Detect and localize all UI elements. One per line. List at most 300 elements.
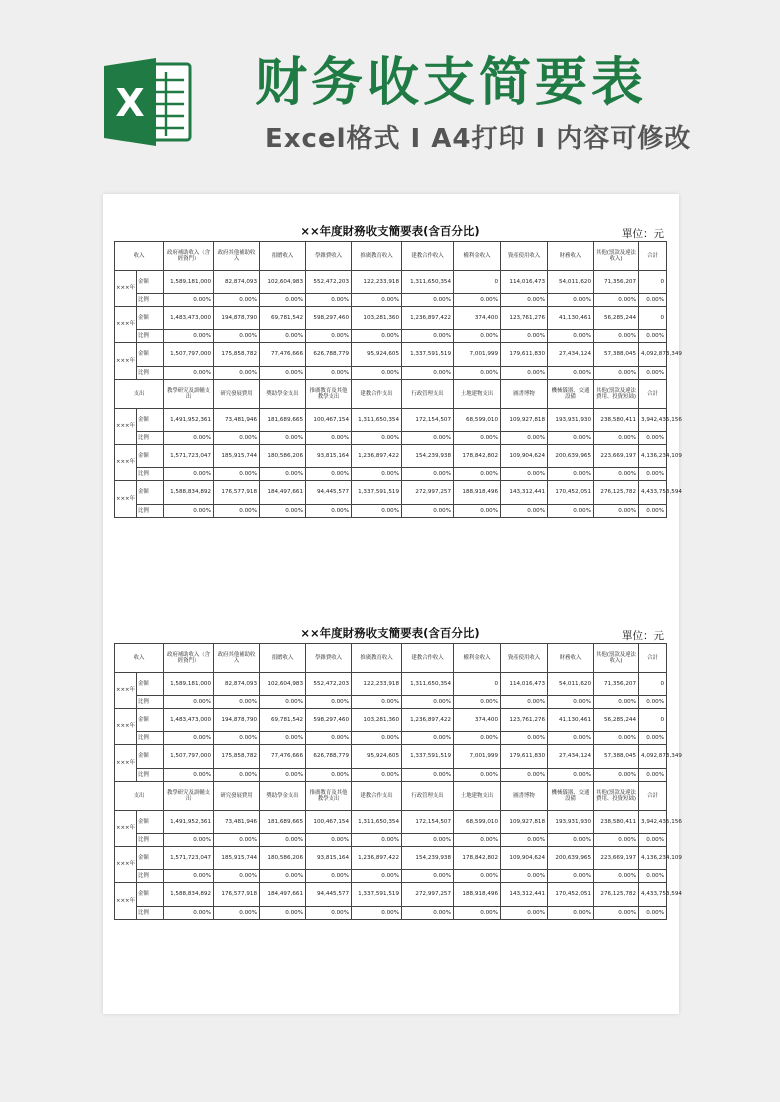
ratio-row (115, 468, 667, 481)
amount-cell: 114,016,473 (501, 673, 548, 696)
year-label: ×××年 (115, 343, 137, 380)
amount-cell: 143,312,441 (501, 883, 548, 907)
ratio-cell: 0.00% (214, 432, 260, 445)
amount-cell: 180,586,206 (260, 847, 306, 870)
amount-cell: 1,236,897,422 (402, 307, 454, 330)
ratio-cell: 0.00% (164, 468, 214, 481)
amount-cell: 82,874,093 (214, 271, 260, 294)
amount-cell: 552,472,203 (306, 673, 352, 696)
ratio-cell: 0.00% (594, 367, 639, 380)
ratio-cell: 0.00% (402, 834, 454, 847)
income-label: 收入 (115, 644, 164, 673)
ratio-cell: 0.00% (260, 367, 306, 380)
ratio-cell: 0.00% (306, 834, 352, 847)
ratio-cell: 0.00% (214, 870, 260, 883)
ratio-cell: 0.00% (306, 367, 352, 380)
column-header: 合計 (639, 242, 667, 271)
ratio-cell: 0.00% (402, 505, 454, 518)
amount-cell: 1,483,473,000 (164, 709, 214, 732)
amount-cell: 1,311,650,354 (402, 271, 454, 294)
amount-row (115, 745, 667, 769)
unit-label: 單位：元 (622, 630, 664, 642)
ratio-cell: 0.00% (352, 769, 402, 782)
ratio-cell: 0.00% (548, 732, 594, 745)
amount-cell: 123,761,276 (501, 709, 548, 732)
amount-cell: 1,571,723,047 (164, 445, 214, 468)
ratio-cell: 0.00% (548, 834, 594, 847)
amount-row-label: 金額 (137, 883, 164, 907)
ratio-cell: 0.00% (260, 870, 306, 883)
amount-cell: 93,815,164 (306, 445, 352, 468)
finance-table (114, 241, 682, 518)
amount-cell: 4,092,873,349 (639, 343, 667, 367)
amount-cell: 7,001,999 (454, 343, 501, 367)
ratio-cell: 0.00% (501, 367, 548, 380)
amount-cell: 172,154,507 (402, 409, 454, 432)
ratio-cell: 0.00% (454, 696, 501, 709)
column-header: 行政管理支出 (402, 380, 454, 409)
amount-cell: 0 (639, 673, 667, 696)
ratio-cell: 0.00% (306, 294, 352, 307)
ratio-cell: 0.00% (501, 907, 548, 920)
ratio-cell: 0.00% (454, 834, 501, 847)
ratio-cell: 0.00% (352, 696, 402, 709)
ratio-row (115, 294, 667, 307)
ratio-cell: 0.00% (548, 769, 594, 782)
year-label: ×××年 (115, 709, 137, 745)
amount-cell: 1,588,834,892 (164, 883, 214, 907)
amount-cell: 4,136,234,109 (639, 847, 667, 870)
amount-cell: 598,297,460 (306, 709, 352, 732)
column-header: 資產使用收入 (501, 242, 548, 271)
ratio-cell: 0.00% (454, 870, 501, 883)
column-header: 推廣教育及其他教學支出 (306, 380, 352, 409)
amount-row (115, 307, 667, 330)
ratio-cell: 0.00% (501, 505, 548, 518)
sheet-title: ××年度財務收支簡要表(含百分比) (300, 626, 480, 640)
amount-cell: 223,669,197 (594, 445, 639, 468)
amount-cell: 223,669,197 (594, 847, 639, 870)
ratio-cell: 0.00% (501, 294, 548, 307)
ratio-row-label: 比例 (137, 367, 164, 380)
column-header: 機械儀器、交通設備 (548, 380, 594, 409)
column-header: 合計 (639, 380, 667, 409)
amount-cell: 73,481,946 (214, 811, 260, 834)
amount-cell: 1,236,897,422 (352, 445, 402, 468)
ratio-cell: 0.00% (639, 834, 667, 847)
ratio-cell: 0.00% (454, 907, 501, 920)
amount-row-label: 金額 (137, 745, 164, 769)
column-header: 獎助學金支出 (260, 380, 306, 409)
excel-logo-icon (102, 56, 194, 148)
amount-cell: 82,874,093 (214, 673, 260, 696)
ratio-cell: 0.00% (402, 330, 454, 343)
ratio-cell: 0.00% (639, 732, 667, 745)
amount-cell: 27,434,124 (548, 745, 594, 769)
ratio-cell: 0.00% (639, 330, 667, 343)
amount-row-label: 金額 (137, 847, 164, 870)
amount-cell: 175,858,782 (214, 343, 260, 367)
column-header: 財務收入 (548, 644, 594, 673)
amount-cell: 1,571,723,047 (164, 847, 214, 870)
amount-cell: 4,433,753,594 (639, 883, 667, 907)
ratio-cell: 0.00% (306, 696, 352, 709)
amount-cell: 56,285,244 (594, 709, 639, 732)
ratio-cell: 0.00% (454, 505, 501, 518)
amount-cell: 109,904,624 (501, 847, 548, 870)
column-header: 推廣教育及其他教學支出 (306, 782, 352, 811)
ratio-row-label: 比例 (137, 870, 164, 883)
ratio-cell: 0.00% (454, 432, 501, 445)
ratio-row-label: 比例 (137, 330, 164, 343)
amount-cell: 178,842,802 (454, 445, 501, 468)
ratio-cell: 0.00% (306, 432, 352, 445)
column-header: 推廣教育收入 (352, 644, 402, 673)
ratio-cell: 0.00% (639, 468, 667, 481)
ratio-cell: 0.00% (639, 907, 667, 920)
ratio-cell: 0.00% (454, 294, 501, 307)
column-header: 研究發展費用 (214, 782, 260, 811)
column-header: 捐贈收入 (260, 644, 306, 673)
column-header: 土地建物支出 (454, 782, 501, 811)
ratio-row (115, 330, 667, 343)
amount-row (115, 673, 667, 696)
ratio-cell: 0.00% (639, 870, 667, 883)
ratio-cell: 0.00% (501, 732, 548, 745)
ratio-cell: 0.00% (501, 696, 548, 709)
ratio-cell: 0.00% (306, 732, 352, 745)
ratio-cell: 0.00% (164, 907, 214, 920)
ratio-cell: 0.00% (501, 769, 548, 782)
ratio-cell: 0.00% (402, 432, 454, 445)
amount-row (115, 481, 667, 505)
amount-cell: 181,689,665 (260, 409, 306, 432)
year-label: ×××年 (115, 409, 137, 445)
ratio-cell: 0.00% (260, 468, 306, 481)
amount-cell: 0 (639, 271, 667, 294)
amount-cell: 276,125,782 (594, 481, 639, 505)
amount-cell: 3,942,435,156 (639, 811, 667, 834)
ratio-row (115, 732, 667, 745)
column-header: 推廣教育收入 (352, 242, 402, 271)
amount-cell: 193,931,930 (548, 811, 594, 834)
amount-cell: 626,788,779 (306, 745, 352, 769)
amount-cell: 1,337,591,519 (352, 481, 402, 505)
amount-cell: 143,312,441 (501, 481, 548, 505)
expense-header-row (115, 380, 667, 409)
column-header: 資產使用收入 (501, 644, 548, 673)
ratio-cell: 0.00% (594, 468, 639, 481)
amount-cell: 7,001,999 (454, 745, 501, 769)
column-header: 權利金收入 (454, 242, 501, 271)
ratio-cell: 0.00% (214, 834, 260, 847)
amount-cell: 1,311,650,354 (352, 811, 402, 834)
amount-cell: 374,400 (454, 307, 501, 330)
amount-cell: 1,507,797,000 (164, 343, 214, 367)
ratio-cell: 0.00% (639, 696, 667, 709)
amount-cell: 185,915,744 (214, 445, 260, 468)
amount-cell: 73,481,946 (214, 409, 260, 432)
amount-cell: 276,125,782 (594, 883, 639, 907)
amount-cell: 114,016,473 (501, 271, 548, 294)
amount-cell: 1,589,181,000 (164, 271, 214, 294)
amount-row-label: 金額 (137, 673, 164, 696)
ratio-cell: 0.00% (454, 769, 501, 782)
column-header: 教學研究及訓輔支出 (164, 782, 214, 811)
ratio-cell: 0.00% (594, 696, 639, 709)
column-header: 圖書博物 (501, 782, 548, 811)
ratio-cell: 0.00% (164, 870, 214, 883)
amount-cell: 0 (639, 307, 667, 330)
amount-cell: 27,434,124 (548, 343, 594, 367)
ratio-cell: 0.00% (164, 769, 214, 782)
ratio-cell: 0.00% (594, 732, 639, 745)
ratio-cell: 0.00% (594, 834, 639, 847)
column-header: 合計 (639, 644, 667, 673)
ratio-cell: 0.00% (214, 696, 260, 709)
amount-cell: 194,878,790 (214, 307, 260, 330)
amount-row-label: 金額 (137, 343, 164, 367)
ratio-cell: 0.00% (548, 870, 594, 883)
ratio-cell: 0.00% (548, 432, 594, 445)
amount-row (115, 847, 667, 870)
ratio-row-label: 比例 (137, 769, 164, 782)
amount-cell: 178,842,802 (454, 847, 501, 870)
column-header: 政府補助收入（含經資門） (164, 644, 214, 673)
year-label: ×××年 (115, 445, 137, 481)
amount-row-label: 金額 (137, 811, 164, 834)
column-header: 研究發展費用 (214, 380, 260, 409)
amount-cell: 1,589,181,000 (164, 673, 214, 696)
ratio-cell: 0.00% (639, 432, 667, 445)
amount-cell: 54,011,620 (548, 271, 594, 294)
ratio-cell: 0.00% (501, 330, 548, 343)
amount-cell: 68,599,010 (454, 811, 501, 834)
ratio-cell: 0.00% (214, 907, 260, 920)
ratio-cell: 0.00% (306, 870, 352, 883)
column-header: 學雜費收入 (306, 644, 352, 673)
column-header: 行政管理支出 (402, 782, 454, 811)
amount-cell: 1,491,952,361 (164, 409, 214, 432)
column-header: 圖書博物 (501, 380, 548, 409)
ratio-cell: 0.00% (402, 769, 454, 782)
amount-row-label: 金額 (137, 307, 164, 330)
ratio-cell: 0.00% (164, 696, 214, 709)
document-page (103, 194, 682, 1014)
sheet-title: ××年度財務收支簡要表(含百分比) (300, 224, 480, 238)
ratio-cell: 0.00% (260, 769, 306, 782)
amount-cell: 154,239,938 (402, 847, 454, 870)
amount-cell: 1,491,952,361 (164, 811, 214, 834)
amount-cell: 41,130,461 (548, 307, 594, 330)
amount-row-label: 金額 (137, 709, 164, 732)
amount-row (115, 709, 667, 732)
column-header: 其他(罰款及違法收入) (594, 644, 639, 673)
amount-cell: 176,577,918 (214, 883, 260, 907)
amount-row (115, 811, 667, 834)
amount-cell: 154,239,938 (402, 445, 454, 468)
ratio-cell: 0.00% (501, 432, 548, 445)
amount-cell: 552,472,203 (306, 271, 352, 294)
year-label: ×××年 (115, 307, 137, 343)
amount-row (115, 343, 667, 367)
ratio-cell: 0.00% (352, 505, 402, 518)
amount-cell: 69,781,542 (260, 307, 306, 330)
ratio-row-label: 比例 (137, 468, 164, 481)
column-header: 政府其他補助收入 (214, 242, 260, 271)
ratio-row-label: 比例 (137, 732, 164, 745)
ratio-row (115, 367, 667, 380)
ratio-cell: 0.00% (164, 432, 214, 445)
ratio-cell: 0.00% (548, 907, 594, 920)
ratio-cell: 0.00% (548, 468, 594, 481)
unit-label: 單位：元 (622, 228, 664, 240)
amount-cell: 1,337,591,519 (402, 343, 454, 367)
ratio-cell: 0.00% (594, 769, 639, 782)
column-header: 建教合作收入 (402, 242, 454, 271)
ratio-cell: 0.00% (214, 769, 260, 782)
subtitle: Excel格式 I A4打印 I 内容可修改 (265, 124, 692, 154)
ratio-cell: 0.00% (260, 732, 306, 745)
income-header-row (115, 242, 667, 271)
amount-cell: 172,154,507 (402, 811, 454, 834)
ratio-cell: 0.00% (306, 468, 352, 481)
amount-cell: 94,445,577 (306, 883, 352, 907)
ratio-cell: 0.00% (306, 907, 352, 920)
column-header: 政府其他補助收入 (214, 644, 260, 673)
amount-cell: 1,337,591,519 (402, 745, 454, 769)
column-header: 學雜費收入 (306, 242, 352, 271)
ratio-cell: 0.00% (306, 330, 352, 343)
ratio-cell: 0.00% (306, 769, 352, 782)
amount-cell: 4,433,753,594 (639, 481, 667, 505)
amount-row (115, 409, 667, 432)
amount-cell: 1,311,650,354 (352, 409, 402, 432)
amount-cell: 175,858,782 (214, 745, 260, 769)
column-header: 獎助學金支出 (260, 782, 306, 811)
ratio-cell: 0.00% (548, 505, 594, 518)
amount-row-label: 金額 (137, 445, 164, 468)
year-label: ×××年 (115, 847, 137, 883)
amount-cell: 109,904,624 (501, 445, 548, 468)
ratio-cell: 0.00% (164, 367, 214, 380)
ratio-row-label: 比例 (137, 834, 164, 847)
amount-cell: 1,236,897,422 (402, 709, 454, 732)
amount-cell: 238,580,411 (594, 811, 639, 834)
amount-cell: 179,611,830 (501, 343, 548, 367)
column-header: 權利金收入 (454, 644, 501, 673)
ratio-cell: 0.00% (214, 367, 260, 380)
ratio-cell: 0.00% (164, 834, 214, 847)
ratio-cell: 0.00% (260, 505, 306, 518)
amount-cell: 180,586,206 (260, 445, 306, 468)
amount-cell: 193,931,930 (548, 409, 594, 432)
amount-cell: 68,599,010 (454, 409, 501, 432)
amount-cell: 1,311,650,354 (402, 673, 454, 696)
column-header: 捐贈收入 (260, 242, 306, 271)
ratio-cell: 0.00% (402, 468, 454, 481)
ratio-cell: 0.00% (548, 696, 594, 709)
amount-cell: 57,388,045 (594, 343, 639, 367)
ratio-cell: 0.00% (352, 907, 402, 920)
amount-cell: 71,356,207 (594, 673, 639, 696)
amount-row (115, 445, 667, 468)
amount-cell: 272,997,257 (402, 481, 454, 505)
ratio-cell: 0.00% (260, 696, 306, 709)
amount-cell: 200,639,965 (548, 445, 594, 468)
column-header: 政府補助收入（含經資門） (164, 242, 214, 271)
ratio-cell: 0.00% (594, 505, 639, 518)
amount-cell: 56,285,244 (594, 307, 639, 330)
ratio-cell: 0.00% (214, 330, 260, 343)
ratio-cell: 0.00% (501, 870, 548, 883)
ratio-row (115, 432, 667, 445)
ratio-cell: 0.00% (352, 330, 402, 343)
column-header: 其他(罰款及違法費用、投資短絀) (594, 782, 639, 811)
ratio-cell: 0.00% (164, 330, 214, 343)
ratio-cell: 0.00% (352, 468, 402, 481)
year-label: ×××年 (115, 481, 137, 518)
ratio-cell: 0.00% (402, 696, 454, 709)
ratio-cell: 0.00% (639, 294, 667, 307)
column-header: 其他(罰款及違法費用、投資短絀) (594, 380, 639, 409)
amount-cell: 95,924,605 (352, 745, 402, 769)
ratio-cell: 0.00% (594, 432, 639, 445)
amount-cell: 598,297,460 (306, 307, 352, 330)
ratio-row (115, 696, 667, 709)
finance-table (114, 643, 682, 920)
income-header-row (115, 644, 667, 673)
ratio-row-label: 比例 (137, 505, 164, 518)
amount-cell: 103,281,360 (352, 307, 402, 330)
amount-cell: 102,604,983 (260, 673, 306, 696)
sheet (114, 622, 682, 920)
ratio-cell: 0.00% (454, 468, 501, 481)
ratio-cell: 0.00% (454, 367, 501, 380)
income-label: 收入 (115, 242, 164, 271)
amount-cell: 1,337,591,519 (352, 883, 402, 907)
ratio-row (115, 834, 667, 847)
amount-cell: 109,927,818 (501, 811, 548, 834)
ratio-cell: 0.00% (402, 732, 454, 745)
amount-cell: 100,467,154 (306, 409, 352, 432)
ratio-cell: 0.00% (639, 505, 667, 518)
amount-cell: 3,942,435,156 (639, 409, 667, 432)
amount-cell: 4,136,234,109 (639, 445, 667, 468)
ratio-cell: 0.00% (352, 870, 402, 883)
ratio-cell: 0.00% (260, 330, 306, 343)
year-label: ×××年 (115, 811, 137, 847)
amount-cell: 71,356,207 (594, 271, 639, 294)
column-header: 合計 (639, 782, 667, 811)
amount-cell: 238,580,411 (594, 409, 639, 432)
amount-row-label: 金額 (137, 271, 164, 294)
amount-cell: 626,788,779 (306, 343, 352, 367)
ratio-cell: 0.00% (501, 834, 548, 847)
column-header: 其他(罰款及違法收入) (594, 242, 639, 271)
column-header: 土地建物支出 (454, 380, 501, 409)
ratio-row (115, 907, 667, 920)
ratio-cell: 0.00% (548, 330, 594, 343)
ratio-cell: 0.00% (454, 732, 501, 745)
ratio-cell: 0.00% (594, 330, 639, 343)
amount-cell: 100,467,154 (306, 811, 352, 834)
ratio-cell: 0.00% (639, 769, 667, 782)
ratio-cell: 0.00% (214, 732, 260, 745)
logo-letter: X (115, 81, 145, 125)
ratio-cell: 0.00% (164, 732, 214, 745)
amount-cell: 194,878,790 (214, 709, 260, 732)
